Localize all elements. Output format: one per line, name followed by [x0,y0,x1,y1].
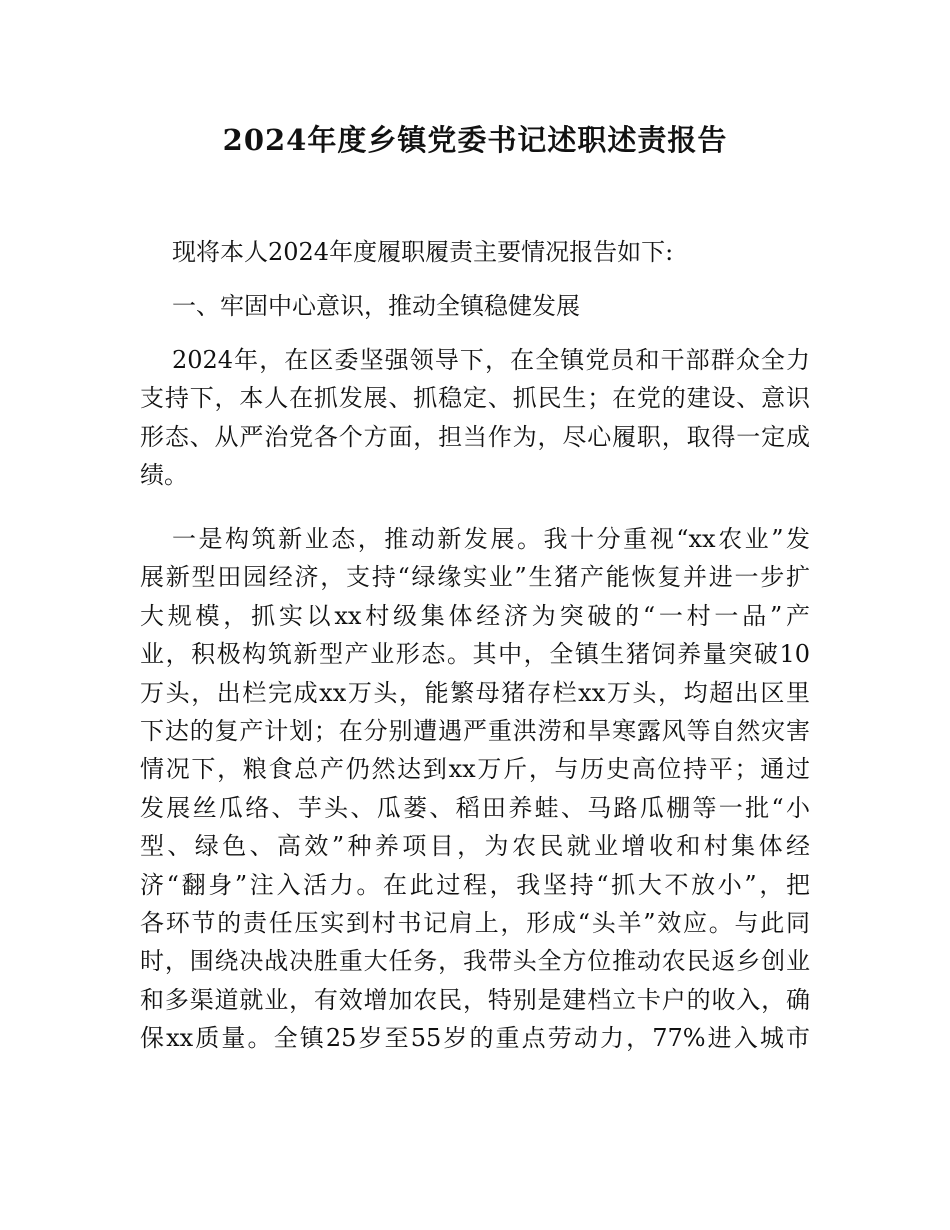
text-line: 济“翻身”注入活力。在此过程，我坚持“抓大不放小”，把 [140,870,810,899]
text-line: 下达的复产计划；在分别遭遇严重洪涝和旱寒露风等自然灾害 [140,716,810,745]
text-line: 万头，出栏完成xx万头，能繁母猪存栏xx万头，均超出区里 [140,678,810,707]
text-line: 型、绿色、高效”种养项目，为农民就业增收和村集体经 [140,832,810,861]
text-line: 大规模，抓实以xx村级集体经济为突破的“一村一品”产 [140,601,810,630]
document-title: 2024年度乡镇党委书记述职述责报告 [222,123,728,157]
text-line: 一是构筑新业态，推动新发展。我十分重视“xx农业”发 [172,525,810,553]
section-heading [140,287,810,325]
text-line: 展新型田园经济，支持“绿缘实业”生猪产能恢复并进一步扩 [140,563,810,592]
text-line: 支持下，本人在抓发展、抓稳定、抓民生；在党的建设、意识 [140,384,810,413]
text-line: 各环节的责任压实到村书记肩上，形成“头羊”效应。与此同 [140,908,810,937]
text-line: 时，围绕决战决胜重大任务，我带头全方位推动农民返乡创业 [140,947,810,976]
text-line: 形态、从严治党各个方面，担当作为，尽心履职，取得一定成 [140,422,810,451]
text-line: 绩。 [140,461,188,490]
text-line: 保xx质量。全镇25岁至55岁的重点劳动力，77%进入城市 [140,1024,810,1053]
text-line: 2024年，在区委坚强领导下，在全镇党员和干部群众全力 [172,346,810,374]
text-line: 业，积极构筑新型产业形态。其中，全镇生猪饲养量突破10 [140,640,810,669]
section1-heading: 一、牢固中心意识，推动全镇稳健发展 [172,292,580,320]
paragraph-2 [140,520,810,1057]
text-line: 情况下，粮食总产仍然达到xx万斤，与历史高位持平；通过 [140,755,810,784]
text-line: 和多渠道就业，有效增加农民，特别是建档立卡户的收入，确 [140,985,810,1014]
paragraph-1 [140,341,810,495]
intro-paragraph [140,233,810,271]
intro-line: 现将本人2024年度履职履责主要情况报告如下: [172,238,674,266]
text-line: 发展丝瓜络、芋头、瓜蒌、稻田养蛙、马路瓜棚等一批“小 [140,793,810,822]
